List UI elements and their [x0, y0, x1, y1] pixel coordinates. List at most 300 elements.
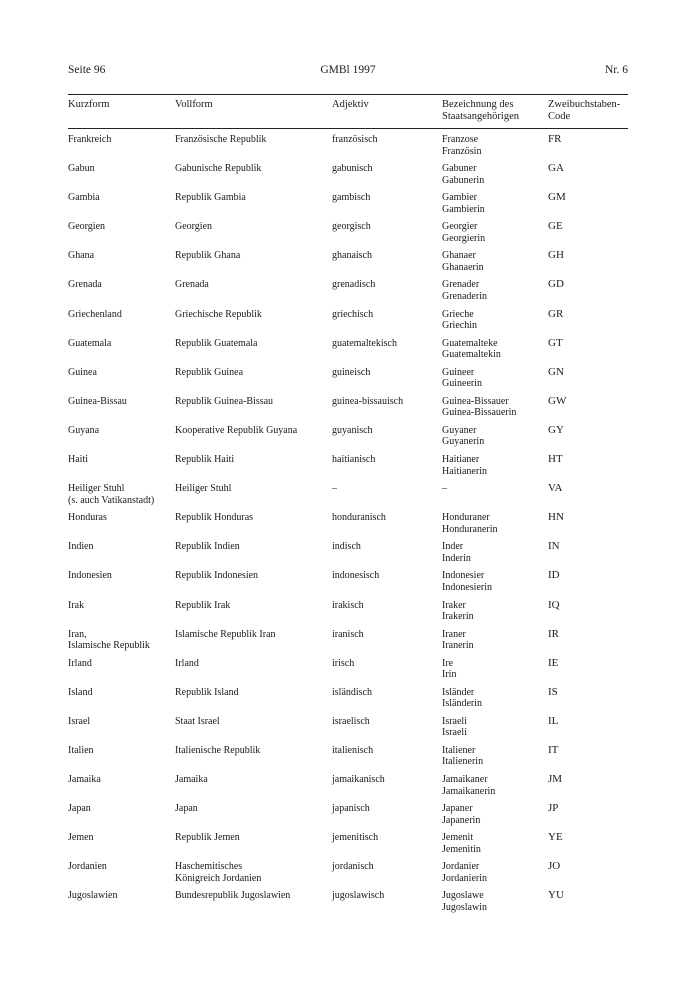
column-header-bezeichnung: Bezeichnung des Staatsangehörigen	[442, 99, 519, 122]
cell-kurzform	[68, 629, 175, 658]
cell-kurzform	[68, 134, 175, 163]
cell-bezeichnung-line: Italiener	[442, 744, 476, 756]
cell-adjektiv	[332, 803, 442, 832]
table-row	[68, 687, 628, 716]
cell-vollform	[175, 774, 332, 803]
cell-bezeichnung-line: Japaner	[442, 803, 473, 815]
cell-vollform	[175, 396, 332, 425]
cell-code-line: GY	[548, 423, 564, 436]
cell-bezeichnung-line: Guinea-Bissauerin	[442, 407, 517, 419]
cell-adjektiv	[332, 687, 442, 716]
cell-code	[548, 454, 628, 483]
cell-adjektiv	[332, 774, 442, 803]
cell-bezeichnung-line: Honduraner	[442, 512, 490, 524]
cell-kurzform-line: Irland	[68, 657, 92, 669]
cell-bezeichnung	[442, 803, 548, 832]
cell-vollform-line: Französische Republik	[175, 134, 267, 145]
table-row	[68, 338, 628, 367]
cell-kurzform-line: Israel	[68, 715, 91, 727]
cell-adjektiv-line: israelisch	[332, 715, 370, 727]
table-row	[68, 803, 628, 832]
table-row	[68, 396, 628, 425]
cell-kurzform-line: Guinea-Bissau	[68, 395, 127, 407]
cell-code-line: ID	[548, 569, 560, 582]
cell-bezeichnung	[442, 658, 548, 687]
cell-vollform	[175, 192, 332, 221]
cell-kurzform	[68, 803, 175, 832]
table-top-rule	[68, 94, 628, 95]
table-row	[68, 774, 628, 803]
cell-kurzform-line: Guyana	[68, 424, 100, 436]
cell-vollform	[175, 832, 332, 861]
cell-bezeichnung-line: Japanerin	[442, 814, 481, 826]
table-row	[68, 425, 628, 454]
cell-vollform-line: Republik Jemen	[175, 832, 240, 844]
cell-code-line: GD	[548, 278, 564, 291]
cell-bezeichnung-line: Iranerin	[442, 640, 474, 652]
cell-vollform-line: Republik Guinea-Bissau	[175, 395, 274, 407]
cell-bezeichnung-line: Guatemaltekin	[442, 349, 501, 361]
cell-kurzform-line: Griechenland	[68, 308, 122, 320]
cell-code	[548, 716, 628, 745]
cell-bezeichnung-line: Ghanaerin	[442, 261, 484, 273]
cell-code	[548, 163, 628, 192]
cell-bezeichnung	[442, 483, 548, 512]
cell-bezeichnung	[442, 134, 548, 163]
cell-bezeichnung	[442, 338, 548, 367]
cell-code	[548, 803, 628, 832]
cell-bezeichnung-line: Französin	[442, 145, 482, 157]
cell-code	[548, 309, 628, 338]
table-row	[68, 367, 628, 396]
cell-kurzform	[68, 600, 175, 629]
table-row	[68, 570, 628, 599]
cell-code	[548, 279, 628, 308]
cell-code-line: YU	[548, 889, 564, 902]
cell-adjektiv-line: isländisch	[332, 686, 372, 698]
cell-bezeichnung	[442, 279, 548, 308]
cell-adjektiv-line: gabunisch	[332, 163, 373, 175]
cell-bezeichnung-line: Jamaikaner	[442, 774, 488, 786]
cell-adjektiv	[332, 861, 442, 890]
cell-code-line: GH	[548, 249, 564, 262]
table-row	[68, 250, 628, 279]
cell-adjektiv	[332, 600, 442, 629]
cell-bezeichnung-line: Israeli	[442, 715, 467, 727]
cell-vollform	[175, 658, 332, 687]
cell-bezeichnung	[442, 541, 548, 570]
cell-adjektiv	[332, 483, 442, 512]
cell-code-line: YE	[548, 831, 563, 844]
cell-bezeichnung	[442, 192, 548, 221]
cell-code-line: GA	[548, 162, 564, 175]
cell-vollform-line: Republik Irak	[175, 599, 231, 611]
table-row	[68, 832, 628, 861]
cell-code-line: HT	[548, 453, 563, 466]
cell-bezeichnung-line: Irin	[442, 669, 457, 681]
cell-adjektiv	[332, 832, 442, 861]
cell-kurzform	[68, 512, 175, 541]
cell-kurzform-line: Georgien	[68, 221, 106, 233]
cell-code	[548, 483, 628, 512]
cell-vollform-line: Republik Island	[175, 686, 239, 698]
cell-adjektiv	[332, 629, 442, 658]
cell-kurzform	[68, 192, 175, 221]
cell-code	[548, 629, 628, 658]
table-row	[68, 541, 628, 570]
cell-kurzform	[68, 483, 175, 512]
cell-code	[548, 367, 628, 396]
cell-code	[548, 832, 628, 861]
cell-kurzform-line: Grenada	[68, 279, 102, 291]
cell-vollform	[175, 309, 332, 338]
table-row	[68, 163, 628, 192]
cell-adjektiv	[332, 163, 442, 192]
cell-bezeichnung-line: Honduranerin	[442, 523, 498, 535]
cell-adjektiv	[332, 367, 442, 396]
cell-kurzform-line: (s. auch Vatikanstadt)	[68, 494, 155, 506]
cell-code	[548, 425, 628, 454]
cell-adjektiv	[332, 716, 442, 745]
column-header-vollform: Vollform	[175, 99, 213, 110]
table-row	[68, 279, 628, 308]
cell-kurzform-line: Ghana	[68, 250, 95, 262]
cell-code	[548, 396, 628, 425]
cell-adjektiv-line: griechisch	[332, 308, 374, 320]
column-header-code: Zweibuchstaben-Code	[548, 99, 621, 122]
cell-bezeichnung	[442, 861, 548, 890]
cell-code	[548, 658, 628, 687]
table-row	[68, 454, 628, 483]
cell-bezeichnung-line: Inderin	[442, 552, 471, 564]
cell-bezeichnung-line: Jemenitin	[442, 843, 481, 855]
cell-kurzform	[68, 541, 175, 570]
cell-adjektiv	[332, 454, 442, 483]
cell-adjektiv-line: guyanisch	[332, 424, 373, 436]
cell-kurzform-line: Island	[68, 686, 93, 698]
cell-bezeichnung	[442, 512, 548, 541]
cell-vollform	[175, 745, 332, 774]
page-number: Seite 96	[68, 64, 106, 76]
cell-kurzform	[68, 279, 175, 308]
cell-bezeichnung-line: Isländer	[442, 686, 475, 698]
cell-kurzform-line: Jemen	[68, 832, 94, 844]
cell-vollform-line: Kooperative Republik Guyana	[175, 424, 298, 436]
cell-bezeichnung-line: Iraker	[442, 599, 466, 611]
cell-code-line: IS	[548, 685, 558, 698]
cell-vollform	[175, 483, 332, 512]
cell-adjektiv	[332, 745, 442, 774]
cell-vollform-line: Republik Indien	[175, 541, 240, 553]
cell-adjektiv-line: französisch	[332, 134, 378, 145]
cell-code	[548, 890, 628, 919]
cell-adjektiv	[332, 512, 442, 541]
cell-vollform-line: Königreich Jordanien	[175, 872, 262, 884]
cell-code	[548, 687, 628, 716]
cell-vollform-line: Islamische Republik Iran	[175, 628, 276, 640]
cell-bezeichnung	[442, 774, 548, 803]
cell-vollform-line: Republik Guatemala	[175, 337, 258, 349]
cell-kurzform-line: Indien	[68, 541, 94, 553]
cell-code-line: JO	[548, 860, 561, 873]
cell-bezeichnung-line: Georgierin	[442, 232, 486, 244]
cell-vollform-line: Republik Ghana	[175, 250, 241, 262]
cell-adjektiv-line: haitianisch	[332, 454, 376, 466]
cell-bezeichnung	[442, 425, 548, 454]
page-header	[68, 64, 628, 82]
cell-adjektiv	[332, 338, 442, 367]
cell-kurzform-line: Islamische Republik	[68, 640, 150, 652]
cell-code	[548, 250, 628, 279]
cell-kurzform	[68, 774, 175, 803]
cell-vollform	[175, 861, 332, 890]
cell-vollform-line: Haschemitisches	[175, 861, 243, 873]
cell-bezeichnung	[442, 221, 548, 250]
cell-kurzform	[68, 687, 175, 716]
cell-adjektiv	[332, 279, 442, 308]
cell-kurzform	[68, 367, 175, 396]
cell-vollform-line: Japan	[175, 803, 198, 815]
cell-bezeichnung-line: Jamaikanerin	[442, 785, 496, 797]
cell-bezeichnung-line: Guineerin	[442, 378, 482, 390]
cell-kurzform-line: Jamaika	[68, 774, 101, 786]
cell-code	[548, 600, 628, 629]
cell-bezeichnung-line: Gambier	[442, 192, 477, 204]
cell-code-line: IQ	[548, 598, 560, 611]
cell-bezeichnung-line: Jordanier	[442, 861, 480, 873]
cell-kurzform-line: Indonesien	[68, 570, 112, 582]
cell-adjektiv-line: jamaikanisch	[332, 774, 385, 786]
table-row	[68, 890, 628, 919]
cell-code-line: GR	[548, 307, 564, 320]
cell-adjektiv-line: honduranisch	[332, 512, 386, 524]
cell-kurzform-line: Gambia	[68, 192, 100, 204]
cell-code	[548, 745, 628, 774]
cell-bezeichnung	[442, 396, 548, 425]
cell-kurzform	[68, 454, 175, 483]
country-table	[68, 134, 628, 920]
cell-vollform-line: Republik Honduras	[175, 512, 254, 524]
cell-bezeichnung-line: Guyanerin	[442, 436, 485, 448]
cell-vollform	[175, 687, 332, 716]
table-row	[68, 134, 628, 163]
cell-kurzform	[68, 890, 175, 919]
cell-bezeichnung	[442, 832, 548, 861]
cell-adjektiv	[332, 192, 442, 221]
cell-bezeichnung-line: Guatemalteke	[442, 337, 498, 349]
cell-code-line: GT	[548, 336, 563, 349]
cell-bezeichnung-line: –	[442, 483, 447, 495]
cell-bezeichnung-line: Irakerin	[442, 611, 474, 622]
cell-bezeichnung	[442, 367, 548, 396]
cell-code	[548, 512, 628, 541]
cell-vollform	[175, 629, 332, 658]
cell-adjektiv	[332, 570, 442, 599]
cell-bezeichnung	[442, 600, 548, 629]
cell-kurzform	[68, 425, 175, 454]
cell-bezeichnung-line: Jugoslawe	[442, 890, 484, 902]
cell-vollform-line: Staat Israel	[175, 715, 220, 727]
cell-vollform	[175, 367, 332, 396]
cell-vollform-line: Jamaika	[175, 774, 208, 786]
cell-vollform	[175, 541, 332, 570]
cell-bezeichnung-line: Iraner	[442, 628, 466, 640]
cell-adjektiv	[332, 890, 442, 919]
cell-kurzform	[68, 658, 175, 687]
cell-code	[548, 861, 628, 890]
table-row	[68, 658, 628, 687]
cell-bezeichnung-line: Italienerin	[442, 756, 484, 768]
cell-vollform-line: Gabunische Republik	[175, 163, 262, 175]
cell-code-line: IE	[548, 656, 559, 669]
table-row	[68, 221, 628, 250]
cell-adjektiv	[332, 134, 442, 163]
table-row	[68, 861, 628, 890]
cell-bezeichnung	[442, 687, 548, 716]
cell-bezeichnung-line: Grenader	[442, 279, 480, 291]
cell-kurzform-line: Gabun	[68, 163, 95, 175]
cell-code-line: JM	[548, 773, 563, 786]
cell-bezeichnung-line: Franzose	[442, 134, 479, 145]
cell-vollform	[175, 600, 332, 629]
cell-kurzform	[68, 745, 175, 774]
table-row	[68, 512, 628, 541]
cell-bezeichnung-line: Isländerin	[442, 698, 482, 710]
cell-bezeichnung	[442, 163, 548, 192]
header-underline-rule	[68, 128, 628, 129]
cell-bezeichnung-line: Haitianer	[442, 454, 480, 466]
cell-vollform-line: Republik Haiti	[175, 454, 235, 466]
cell-adjektiv-line: japanisch	[332, 803, 370, 815]
cell-bezeichnung-line: Israeli	[442, 727, 467, 739]
cell-bezeichnung	[442, 570, 548, 599]
cell-bezeichnung	[442, 745, 548, 774]
table-row	[68, 600, 628, 629]
cell-kurzform-line: Iran,	[68, 628, 87, 640]
cell-adjektiv-line: indisch	[332, 541, 361, 553]
cell-adjektiv	[332, 250, 442, 279]
cell-adjektiv-line: –	[332, 483, 337, 495]
cell-code-line: IL	[548, 714, 559, 727]
cell-bezeichnung-line: Guineer	[442, 366, 475, 378]
cell-kurzform	[68, 570, 175, 599]
cell-vollform-line: Italienische Republik	[175, 744, 261, 756]
cell-kurzform-line: Italien	[68, 744, 94, 756]
cell-code	[548, 134, 628, 163]
cell-kurzform-line: Japan	[68, 803, 91, 815]
cell-bezeichnung	[442, 309, 548, 338]
table-row	[68, 192, 628, 221]
cell-bezeichnung-line: Jordanierin	[442, 872, 487, 884]
cell-code	[548, 192, 628, 221]
cell-kurzform	[68, 250, 175, 279]
cell-kurzform-line: Jordanien	[68, 861, 107, 873]
cell-vollform	[175, 890, 332, 919]
cell-kurzform-line: Honduras	[68, 512, 107, 524]
cell-bezeichnung	[442, 890, 548, 919]
cell-adjektiv	[332, 658, 442, 687]
cell-bezeichnung-line: Jugoslawin	[442, 901, 487, 913]
cell-bezeichnung-line: Jemenit	[442, 832, 474, 844]
cell-bezeichnung-line: Guyaner	[442, 424, 477, 436]
cell-bezeichnung-line: Gambierin	[442, 203, 485, 215]
cell-code-line: HN	[548, 511, 564, 524]
cell-kurzform	[68, 309, 175, 338]
cell-adjektiv-line: ghanaisch	[332, 250, 372, 262]
cell-bezeichnung-line: Grieche	[442, 308, 474, 320]
cell-kurzform-line: Heiliger Stuhl	[68, 483, 125, 495]
cell-code-line: GW	[548, 394, 567, 407]
column-header-kurzform: Kurzform	[68, 99, 110, 110]
cell-vollform-line: Grenada	[175, 279, 209, 291]
cell-code-line: GM	[548, 191, 566, 204]
country-table-body	[68, 134, 628, 920]
cell-kurzform	[68, 338, 175, 367]
cell-adjektiv-line: jugoslawisch	[332, 890, 385, 902]
cell-adjektiv-line: guineisch	[332, 366, 371, 378]
table-row	[68, 629, 628, 658]
cell-code-line: GE	[548, 220, 563, 233]
cell-bezeichnung-line: Inder	[442, 541, 464, 553]
cell-vollform-line: Georgien	[175, 221, 213, 233]
issue-number: Nr. 6	[605, 64, 628, 76]
cell-adjektiv-line: georgisch	[332, 221, 371, 233]
cell-adjektiv-line: jordanisch	[332, 861, 374, 873]
cell-vollform	[175, 803, 332, 832]
cell-adjektiv-line: gambisch	[332, 192, 371, 204]
cell-bezeichnung-line: Ghanaer	[442, 250, 476, 262]
cell-vollform-line: Republik Indonesien	[175, 570, 259, 582]
cell-adjektiv-line: irakisch	[332, 599, 364, 611]
cell-bezeichnung-line: Indonesier	[442, 570, 485, 582]
cell-kurzform	[68, 861, 175, 890]
column-header-adjektiv: Adjektiv	[332, 99, 369, 110]
cell-adjektiv-line: irisch	[332, 657, 355, 669]
cell-adjektiv-line: iranisch	[332, 628, 364, 640]
table-row	[68, 745, 628, 774]
cell-bezeichnung-line: Griechin	[442, 320, 477, 332]
cell-bezeichnung-line: Gabuner	[442, 163, 477, 175]
cell-kurzform-line: Irak	[68, 599, 85, 611]
cell-code	[548, 338, 628, 367]
cell-kurzform	[68, 716, 175, 745]
cell-vollform-line: Bundesrepublik Jugoslawien	[175, 890, 291, 902]
cell-adjektiv-line: guatemaltekisch	[332, 337, 397, 349]
cell-vollform	[175, 221, 332, 250]
cell-bezeichnung-line: Guinea-Bissauer	[442, 395, 509, 407]
cell-code-line: JP	[548, 802, 559, 815]
cell-code	[548, 221, 628, 250]
table-row	[68, 483, 628, 512]
cell-bezeichnung-line: Georgier	[442, 221, 478, 233]
cell-bezeichnung	[442, 629, 548, 658]
cell-vollform	[175, 250, 332, 279]
cell-vollform-line: Griechische Republik	[175, 308, 262, 320]
table-row	[68, 309, 628, 338]
cell-vollform	[175, 134, 332, 163]
cell-adjektiv	[332, 396, 442, 425]
cell-code-line: FR	[548, 133, 562, 145]
cell-vollform	[175, 512, 332, 541]
cell-vollform-line: Republik Guinea	[175, 366, 244, 378]
cell-adjektiv	[332, 309, 442, 338]
cell-vollform	[175, 338, 332, 367]
cell-vollform-line: Republik Gambia	[175, 192, 246, 204]
cell-vollform	[175, 279, 332, 308]
cell-kurzform-line: Guatemala	[68, 337, 112, 349]
cell-adjektiv	[332, 541, 442, 570]
cell-vollform	[175, 425, 332, 454]
